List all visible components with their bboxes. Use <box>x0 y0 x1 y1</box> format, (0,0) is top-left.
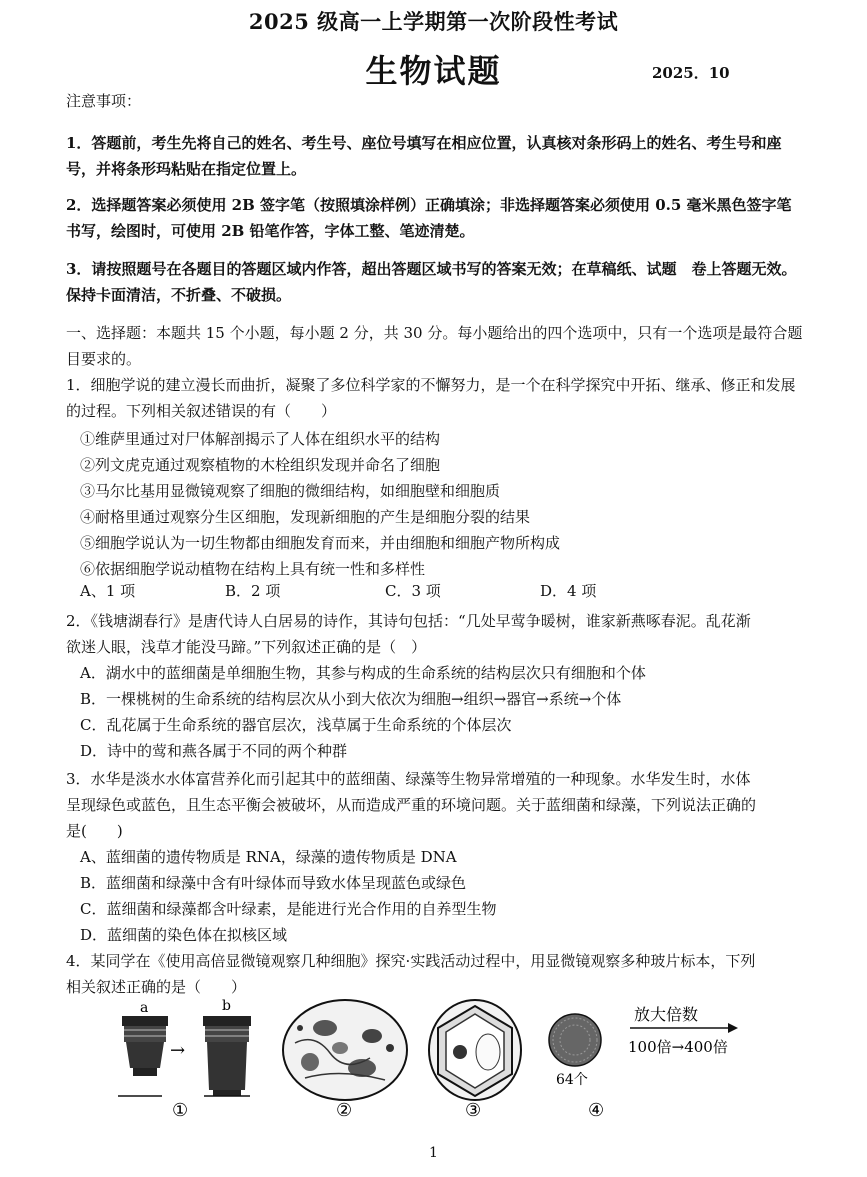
note-item-3: 3．请按照题号在各题目的答题区域内作答，超出答题区域书写的答案无效；在草稿纸、试题 卷上答题无效。保持卡面清洁，不折叠、不破损。 <box>66 260 797 304</box>
magnify-arrowhead <box>728 1023 738 1033</box>
q1-choices <box>80 580 640 604</box>
panel-1-label: ① <box>172 1100 189 1120</box>
panel-3-plant-cell <box>429 1000 521 1120</box>
exam-title: 2025 级高一上学期第一次阶段性考试 <box>248 9 619 34</box>
q2-option-d: D．诗中的莺和燕各属于不同的两个种群 <box>80 742 348 760</box>
note-item-2: 2．选择题答案必须使用 2B 签字笔（按照填涂样例）正确填涂；非选择题答案必须使用 0.5 毫米黑色签字笔书写，绘图时，可使用 2B 铅笔作答，字体工整、笔迹清楚。 <box>66 196 792 240</box>
panel-1-objectives <box>118 998 251 1120</box>
q1-choice-a: A、1 项 <box>80 582 136 600</box>
q3-stem-line-2: 呈现绿色或蓝色，且生态平衡会被破坏，从而造成严重的环境问题。关于蓝细菌和绿藻，下列说法正确的 <box>66 796 757 814</box>
q1-choice-c: C．3 项 <box>385 582 441 600</box>
q2-option-c: C．乱花属于生命系统的器官层次，浅草属于生命系统的个体层次 <box>80 716 512 734</box>
panel-3-label: ③ <box>465 1100 482 1120</box>
question-1-stem: 1．细胞学说的建立漫长而曲折，凝聚了多位科学家的不懈努力，是一个在科学探究中开拓、继承、修正和发展的过程。下列相关叙述错误的有（ ） <box>66 376 796 420</box>
panel-4-magnification <box>549 1005 738 1120</box>
objective-b <box>203 1016 251 1096</box>
cell-count: 64个 <box>556 1072 588 1088</box>
notes-heading: 注意事项： <box>66 92 142 110</box>
arrow-a-to-b: → <box>170 1040 186 1061</box>
q1-statement-3: ③马尔比基用显微镜观察了细胞的微细结构，如细胞壁和细胞质 <box>80 482 501 500</box>
q1-statement-5: ⑤细胞学说认为一切生物都由细胞发育而来，并由细胞和细胞产物所构成 <box>80 534 561 552</box>
magnify-change: 100倍→400倍 <box>628 1038 728 1056</box>
panel-4-label: ④ <box>588 1100 605 1120</box>
q3-stem-line-1: 3．水华是淡水水体富营养化而引起其中的蓝细菌、绿藻等生物异常增殖的一种现象。水华发生时，水体 <box>66 770 751 788</box>
microscope-figure <box>100 998 800 1120</box>
q4-stem-line-1: 4．某同学在《使用高倍显微镜观察几种细胞》探究·实践活动过程中，用显微镜观察多种玻片标本，下列 <box>66 952 756 970</box>
page-number: 1 <box>429 1145 438 1161</box>
q1-statement-6: ⑥依据细胞学说动植物在结构上具有统一性和多样性 <box>80 560 426 578</box>
q1-choice-d: D．4 项 <box>540 582 597 600</box>
section-heading: 一、选择题：本题共 15 个小题，每小题 2 分，共 30 分。每小题给出的四个选项中，只有一个选项是最符合题目要求的。 <box>66 324 803 368</box>
q1-statement-4: ④耐格里通过观察分生区细胞，发现新细胞的产生是细胞分裂的结果 <box>80 508 531 526</box>
label-b: b <box>222 998 231 1014</box>
q1-statement-1: ①维萨里通过对尸体解剖揭示了人体在组织水平的结构 <box>80 430 441 448</box>
q1-statement-2: ②列文虎克通过观察植物的木栓组织发现并命名了细胞 <box>80 456 441 474</box>
q3-option-a: A、蓝细菌的遗传物质是 RNA，绿藻的遗传物质是 DNA <box>80 848 457 866</box>
panel-2-field <box>283 1000 407 1120</box>
q3-option-b: B．蓝细菌和绿藻中含有叶绿体而导致水体呈现蓝色或绿色 <box>80 874 467 892</box>
q2-option-b: B．一棵桃树的生命系统的结构层次从小到大依次为细胞→组织→器官→系统→个体 <box>80 690 622 708</box>
panel-2-label: ② <box>336 1100 353 1120</box>
exam-date: 2025．10 <box>652 64 730 82</box>
objective-a <box>122 1016 168 1076</box>
subject-title: 生物试题 <box>365 52 502 90</box>
q2-stem-line-2: 欲迷人眼，浅草才能没马蹄。”下列叙述正确的是（ ） <box>66 638 427 656</box>
magnify-title: 放大倍数 <box>634 1005 699 1024</box>
q2-stem-line-1: 2．《钱塘湖春行》是唐代诗人白居易的诗作，其诗句包括：“几处早莺争暖树，谁家新燕啄春泥。乱花渐 <box>66 612 751 630</box>
q2-option-a: A．湖水中的蓝细菌是单细胞生物，其参与构成的生命系统的结构层次只有细胞和个体 <box>80 664 646 682</box>
q3-option-c: C．蓝细菌和绿藻都含叶绿素，是能进行光合作用的自养型生物 <box>80 900 497 918</box>
note-item-1: 1．答题前，考生先将自己的姓名、考生号、座位号填写在相应位置，认真核对条形码上的姓名、考生号和座号，并将条形玛粘贴在指定位置上。 <box>66 134 782 178</box>
q1-choice-b: B．2 项 <box>225 582 281 600</box>
label-a: a <box>140 1000 149 1016</box>
q3-option-d: D．蓝细菌的染色体在拟核区域 <box>80 926 288 944</box>
q4-stem-line-2: 相关叙述正确的是（ ） <box>66 978 247 996</box>
q3-stem-line-3: 是( ) <box>66 822 123 840</box>
